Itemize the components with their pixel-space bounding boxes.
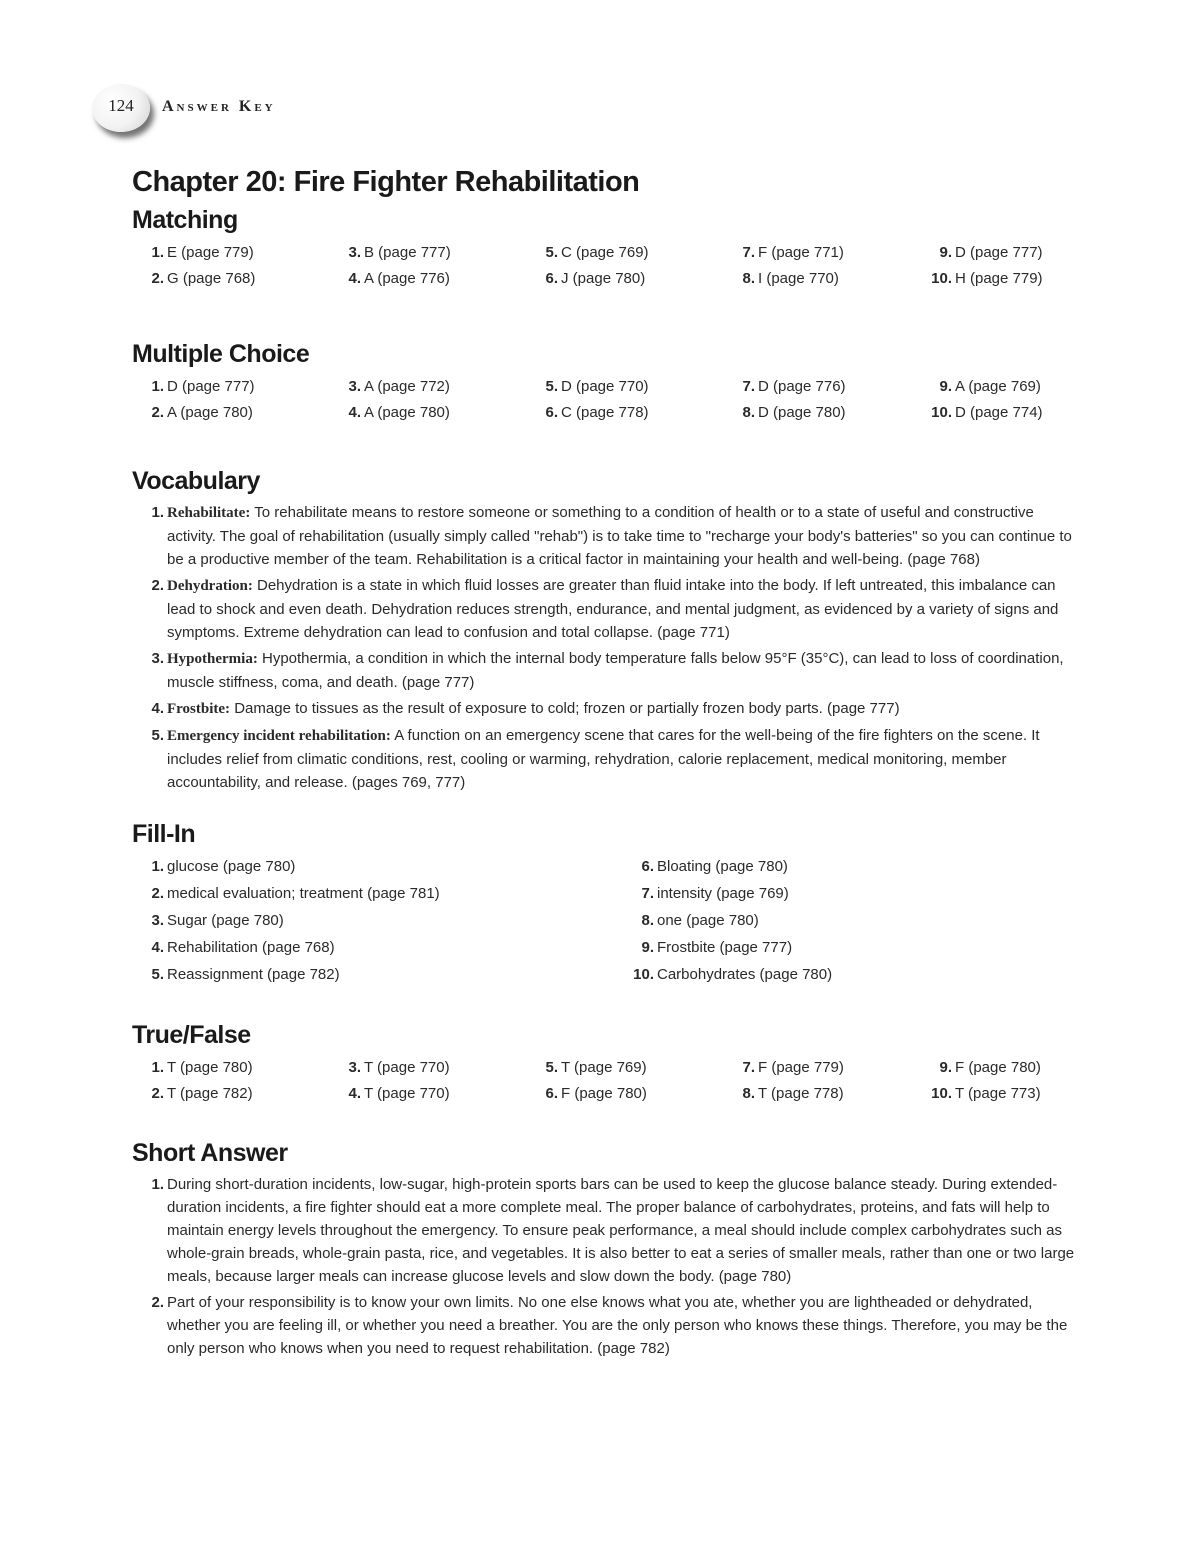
list-item: [132, 724, 1082, 794]
answer-text: one (page 780): [657, 912, 759, 929]
answer-number: 2.: [151, 885, 164, 902]
answer-item: [723, 374, 920, 400]
answer-text: D (page 777): [167, 378, 255, 395]
answer-item: [132, 881, 622, 908]
answer-text: T (page 769): [561, 1059, 647, 1076]
item-text: Dehydration is a state in which fluid losses are greater than fluid intake into the body. If left untreated, this imbalance can lead to shock and even death. Dehydration reduces strength, endurance, and mental judgment, as evidenced by a variety of signs and symptoms. Extreme dehydration can lead to confusion and total collapse. (page 771): [167, 577, 1059, 641]
answer-text: intensity (page 769): [657, 885, 789, 902]
vocabulary-list: [132, 501, 1082, 794]
answer-text: J (page 780): [561, 270, 646, 287]
answer-number: 4.: [348, 1085, 361, 1102]
answer-text: A (page 769): [955, 378, 1041, 395]
chapter-title: Chapter 20: Fire Fighter Rehabilitation: [132, 166, 640, 198]
answer-item: [132, 935, 622, 962]
fill-in-answers: [132, 854, 1082, 989]
answer-item: [132, 374, 329, 400]
answer-item: [920, 400, 1117, 426]
item-text: During short-duration incidents, low-sugar, high-protein sports bars can be used to keep the glucose balance steady. During extended-duration incidents, a fire fighter should eat a more complete meal. The proper balance of carbohydrates, proteins, and fats will help to maintain energy levels throughout the emergency. To ensure peak performance, a meal should include complex carbohydrates such as whole-grain breads, whole-grain pasta, rice, and vegetables. It is also better to eat a series of smaller meals, rather than one or two large meals, because larger meals can increase glucose levels and slow down the body. (page 780): [167, 1176, 1075, 1285]
answer-item: [132, 1081, 329, 1107]
section-title-short-answer: Short Answer: [132, 1139, 288, 1167]
answer-item: [132, 266, 329, 292]
answer-text: Sugar (page 780): [167, 912, 284, 929]
answer-item: [329, 240, 526, 266]
item-text: Hypothermia, a condition in which the internal body temperature falls below 95°F (35°C), can lead to loss of coordination, muscle stiffness, coma, and death. (page 777): [167, 650, 1064, 691]
answer-text: H (page 779): [955, 270, 1043, 287]
answer-number: 7.: [742, 244, 755, 261]
item-body: [167, 1173, 1077, 1288]
answer-number: 3.: [348, 378, 361, 395]
answer-item: [920, 1055, 1117, 1081]
answer-number: 2.: [151, 270, 164, 287]
answer-text: F (page 780): [561, 1085, 647, 1102]
answer-item: [132, 962, 622, 989]
item-body: [167, 647, 1077, 694]
vocabulary-term: Hypothermia:: [167, 651, 258, 667]
section-title-vocabulary: Vocabulary: [132, 467, 260, 495]
answer-text: T (page 782): [167, 1085, 253, 1102]
answer-text: T (page 778): [758, 1085, 844, 1102]
answer-text: Frostbite (page 777): [657, 939, 793, 956]
answer-number: 6.: [545, 404, 558, 421]
list-item: [132, 697, 1082, 721]
answer-number: 6.: [641, 858, 654, 875]
answer-number: 4.: [348, 404, 361, 421]
matching-section: [132, 204, 1082, 292]
answer-text: medical evaluation; treatment (page 781): [167, 885, 440, 902]
answer-number: 9.: [939, 378, 952, 395]
answer-text: A (page 780): [364, 404, 450, 421]
answer-number: 8.: [641, 912, 654, 929]
answer-number: 10.: [931, 270, 952, 287]
answer-number: 9.: [939, 244, 952, 261]
section-title-fill-in: Fill-In: [132, 820, 196, 848]
item-body: [167, 724, 1077, 794]
vocabulary-term: Frostbite:: [167, 701, 231, 717]
answer-number: 2.: [151, 1085, 164, 1102]
vocabulary-section: [132, 465, 1082, 794]
answer-number: 1.: [151, 244, 164, 261]
short-answer-list: [132, 1173, 1082, 1360]
answer-item: [920, 266, 1117, 292]
answer-item: [526, 240, 723, 266]
list-item: [132, 1173, 1082, 1288]
answer-text: D (page 780): [758, 404, 846, 421]
answer-text: B (page 777): [364, 244, 451, 261]
answer-text: Bloating (page 780): [657, 858, 788, 875]
answer-number: 3.: [348, 244, 361, 261]
answer-text: Reassignment (page 782): [167, 966, 340, 983]
item-body: [167, 697, 1077, 721]
answer-text: T (page 770): [364, 1085, 450, 1102]
section-title-true-false: True/False: [132, 1021, 251, 1049]
answer-item: [526, 266, 723, 292]
answer-item: [132, 400, 329, 426]
item-text: Part of your responsibility is to know your own limits. No one else knows what you ate, whether you are lightheaded or dehydrated, whether you are feeling ill, or whether you need a breather. You are the only person who knows these things. Therefore, you may be the only person who knows when you need to request rehabilitation. (page 782): [167, 1294, 1068, 1357]
answer-text: F (page 779): [758, 1059, 844, 1076]
answer-text: Rehabilitation (page 768): [167, 939, 335, 956]
answer-number: 5.: [545, 1059, 558, 1076]
answer-item: [132, 854, 622, 881]
answer-number: 1.: [151, 378, 164, 395]
answer-item: [920, 240, 1117, 266]
answer-item: [526, 1081, 723, 1107]
answer-text: F (page 771): [758, 244, 844, 261]
answer-item: [723, 240, 920, 266]
list-item: [132, 647, 1082, 694]
answer-text: A (page 780): [167, 404, 253, 421]
answer-item: [526, 1055, 723, 1081]
answer-number: 5.: [151, 966, 164, 983]
page-number: 124: [108, 96, 134, 115]
list-item: [132, 501, 1082, 571]
answer-item: [329, 1081, 526, 1107]
vocabulary-term: Rehabilitate:: [167, 505, 251, 521]
answer-number: 4.: [151, 939, 164, 956]
item-body: [167, 1291, 1077, 1360]
item-number: 2.: [151, 1294, 164, 1311]
answer-number: 3.: [151, 912, 164, 929]
answer-number: 5.: [545, 244, 558, 261]
page-header: [92, 84, 692, 144]
answer-item: [622, 935, 1022, 962]
answer-number: 8.: [742, 404, 755, 421]
answer-item: [526, 400, 723, 426]
answer-text: D (page 777): [955, 244, 1043, 261]
answer-item: [723, 400, 920, 426]
answer-item: [622, 854, 1022, 881]
answer-item: [526, 374, 723, 400]
answer-number: 1.: [151, 858, 164, 875]
answer-number: 10.: [633, 966, 654, 983]
answer-text: C (page 769): [561, 244, 649, 261]
answer-text: T (page 780): [167, 1059, 253, 1076]
answer-item: [132, 1055, 329, 1081]
answer-item: [622, 962, 1022, 989]
matching-answers: [132, 240, 1082, 292]
answer-item: [329, 400, 526, 426]
item-number: 1.: [151, 1176, 164, 1193]
answer-item: [920, 1081, 1117, 1107]
answer-item: [622, 881, 1022, 908]
answer-item: [723, 1055, 920, 1081]
answer-text: Carbohydrates (page 780): [657, 966, 833, 983]
answer-number: 8.: [742, 1085, 755, 1102]
item-number: 2.: [151, 577, 164, 594]
answer-text: T (page 773): [955, 1085, 1041, 1102]
answer-text: glucose (page 780): [167, 858, 296, 875]
answer-number: 9.: [939, 1059, 952, 1076]
answer-text: D (page 770): [561, 378, 649, 395]
true-false-section: [132, 1019, 1082, 1107]
running-head: Answer Key: [162, 98, 276, 115]
answer-number: 10.: [931, 1085, 952, 1102]
answer-text: D (page 776): [758, 378, 846, 395]
answer-number: 5.: [545, 378, 558, 395]
answer-text: A (page 772): [364, 378, 450, 395]
page-content: [132, 162, 1082, 1363]
answer-item: [329, 266, 526, 292]
answer-text: I (page 770): [758, 270, 839, 287]
multiple-choice-answers: [132, 374, 1082, 426]
vocabulary-term: Dehydration:: [167, 578, 253, 594]
section-title-multiple-choice: Multiple Choice: [132, 340, 310, 368]
item-text: A function on an emergency scene that cares for the well-being of the fire fighters on the scene. It includes relief from climatic conditions, rest, cooling or warming, rehydration, calorie replacement, medical monitoring, member accountability, and release. (pages 769, 777): [167, 727, 1040, 791]
answer-item: [723, 266, 920, 292]
answer-number: 7.: [742, 1059, 755, 1076]
answer-item: [132, 908, 622, 935]
answer-item: [329, 1055, 526, 1081]
answer-text: E (page 779): [167, 244, 254, 261]
item-text: Damage to tissues as the result of exposure to cold; frozen or partially frozen body parts. (page 777): [230, 700, 900, 717]
answer-number: 3.: [348, 1059, 361, 1076]
answer-item: [920, 374, 1117, 400]
answer-number: 9.: [641, 939, 654, 956]
answer-number: 8.: [742, 270, 755, 287]
vocabulary-term: Emergency incident rehabilitation:: [167, 728, 391, 744]
item-number: 1.: [151, 504, 164, 521]
answer-number: 6.: [545, 270, 558, 287]
list-item: [132, 574, 1082, 644]
answer-item: [622, 908, 1022, 935]
answer-item: [132, 240, 329, 266]
item-number: 3.: [151, 650, 164, 667]
answer-text: G (page 768): [167, 270, 256, 287]
answer-number: 4.: [348, 270, 361, 287]
section-title-matching: Matching: [132, 206, 238, 234]
answer-number: 7.: [742, 378, 755, 395]
fill-in-section: [132, 818, 1082, 989]
answer-text: D (page 774): [955, 404, 1043, 421]
answer-text: T (page 770): [364, 1059, 450, 1076]
multiple-choice-section: [132, 338, 1082, 426]
answer-number: 2.: [151, 404, 164, 421]
answer-text: F (page 780): [955, 1059, 1041, 1076]
answer-text: C (page 778): [561, 404, 649, 421]
answer-number: 1.: [151, 1059, 164, 1076]
short-answer-section: [132, 1137, 1082, 1360]
item-body: [167, 501, 1077, 571]
answer-item: [723, 1081, 920, 1107]
answer-number: 10.: [931, 404, 952, 421]
item-text: To rehabilitate means to restore someone or something to a condition of health or to a state of useful and constructive activity. The goal of rehabilitation (usually simply called "rehab") is to take time to "recharge your body's batteries" so you can continue to be a productive member of the team. Rehabilitation is a critical factor in maintaining your health and well-being. (page 768): [167, 504, 1072, 568]
item-body: [167, 574, 1077, 644]
answer-text: A (page 776): [364, 270, 450, 287]
answer-number: 6.: [545, 1085, 558, 1102]
true-false-answers: [132, 1055, 1082, 1107]
list-item: [132, 1291, 1082, 1360]
answer-number: 7.: [641, 885, 654, 902]
item-number: 4.: [151, 700, 164, 717]
answer-item: [329, 374, 526, 400]
item-number: 5.: [151, 727, 164, 744]
